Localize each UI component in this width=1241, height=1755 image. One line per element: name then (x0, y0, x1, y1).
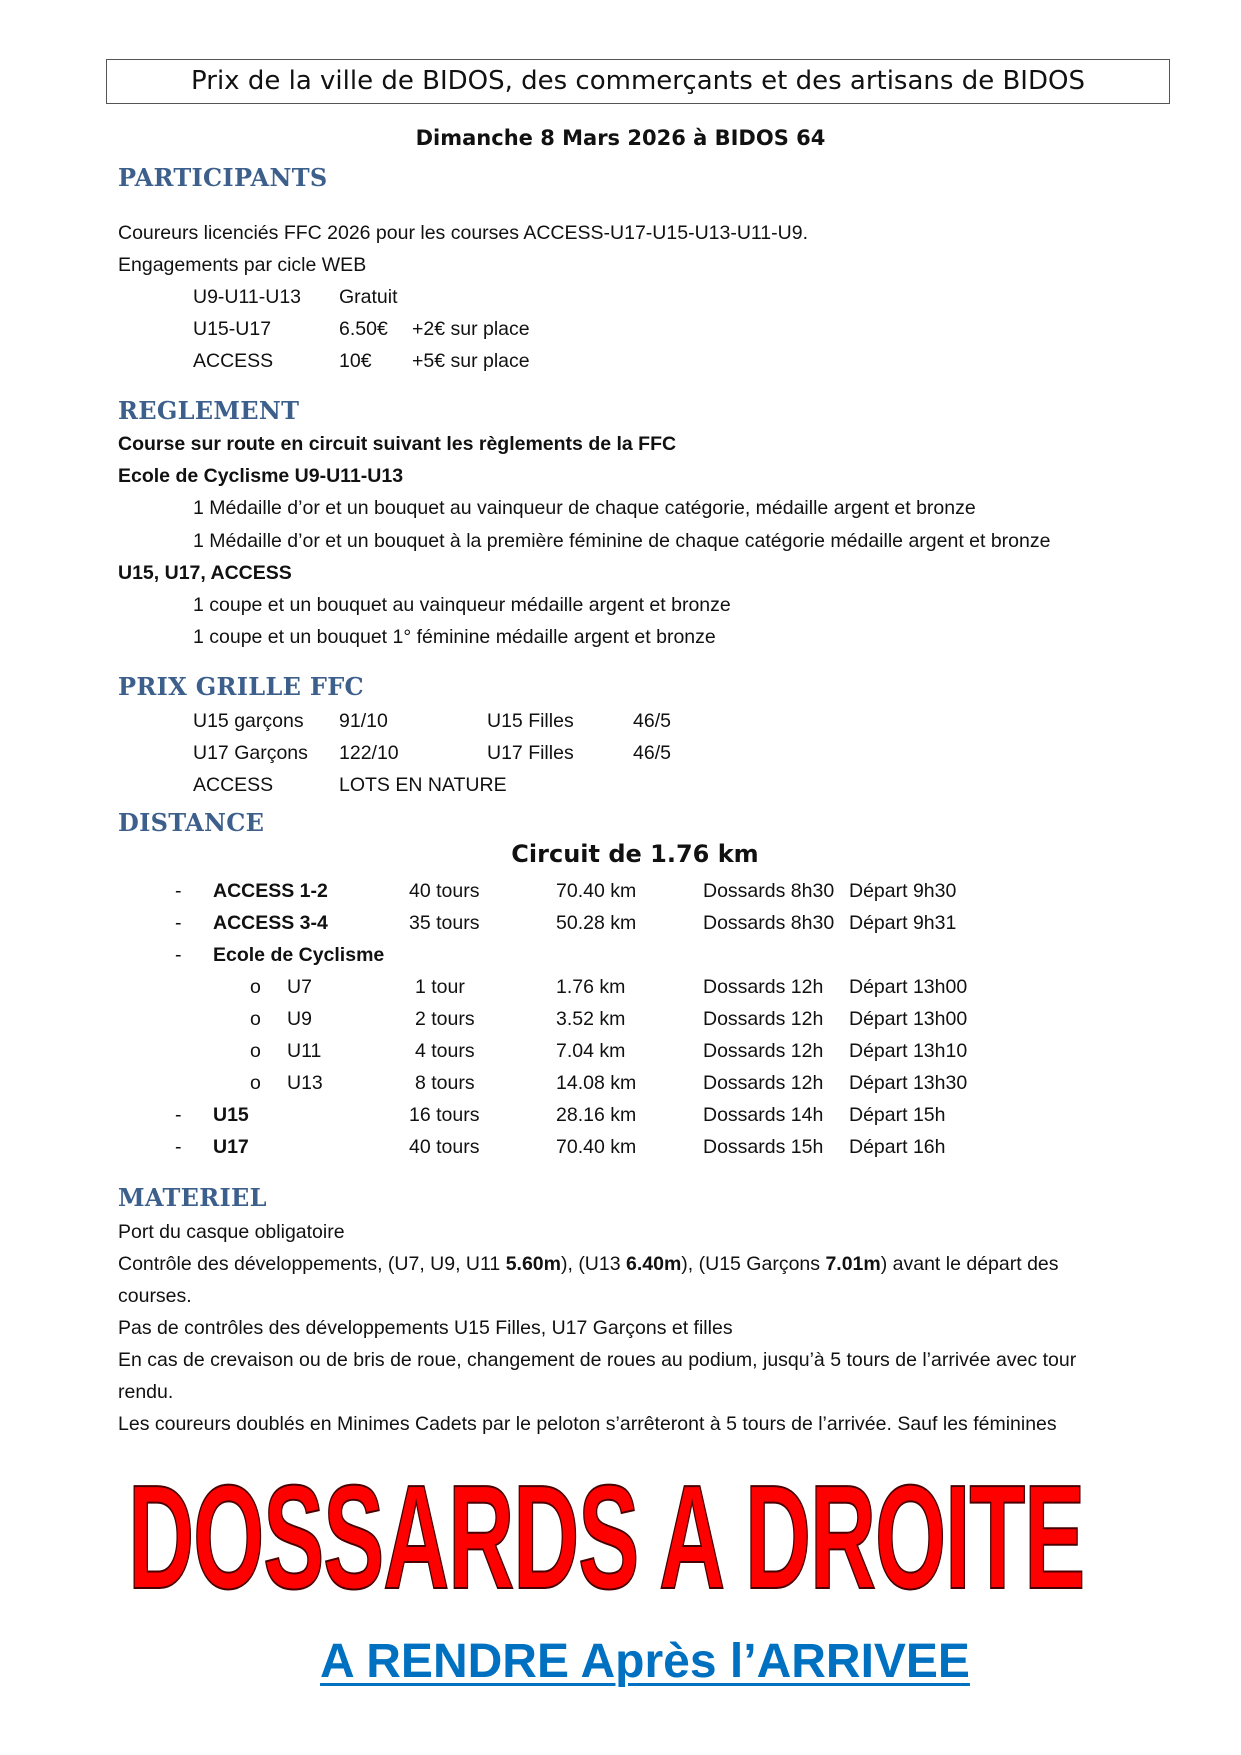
race-bib-time: Dossards 15h (703, 1136, 824, 1158)
ecole-title: Ecole de Cyclisme U9-U11-U13 (118, 465, 404, 487)
ecole-item: 1 Médaille d’or et un bouquet au vainqueur de chaque catégorie, médaille argent et bronze (193, 497, 976, 519)
prix-category: U15 Filles (487, 710, 574, 732)
text: ), (U15 Garçons (681, 1253, 826, 1275)
fee-category: U15-U17 (193, 318, 272, 340)
race-bib-time: Dossards 12h (703, 1072, 824, 1094)
text: ) avant le départ des (880, 1253, 1059, 1275)
prix-value: LOTS EN NATURE (339, 774, 507, 796)
bullet-icon: o (250, 1072, 261, 1094)
race-distance: 7.04 km (556, 1040, 626, 1062)
race-start-time: Départ 16h (849, 1136, 946, 1158)
fee-category: ACCESS (193, 350, 274, 372)
race-distance: 50.28 km (556, 912, 637, 934)
race-category: U11 (287, 1040, 322, 1062)
race-start-time: Départ 13h10 (849, 1040, 968, 1062)
race-bib-time: Dossards 12h (703, 1008, 824, 1030)
race-laps: 40 tours (409, 1136, 480, 1158)
prix-value: 91/10 (339, 710, 388, 732)
header-title-box (106, 59, 1170, 104)
u15-item: 1 coupe et un bouquet au vainqueur médaille argent et bronze (193, 594, 731, 616)
fee-price: 10€ (339, 350, 372, 372)
race-distance: 14.08 km (556, 1072, 637, 1094)
u15-item: 1 coupe et un bouquet 1° féminine médaille argent et bronze (193, 626, 716, 648)
race-start-time: Départ 13h00 (849, 1008, 968, 1030)
ecole-item: 1 Médaille d’or et un bouquet à la première féminine de chaque catégorie médaille argent et bronze (193, 530, 1051, 552)
section-title-materiel: MATERIEL (118, 1183, 267, 1212)
dash-icon: - (175, 1136, 182, 1158)
prix-category: U17 Garçons (193, 742, 308, 764)
fee-extra: +2€ sur place (412, 318, 530, 340)
race-distance: 3.52 km (556, 1008, 626, 1030)
participants-line-1: Coureurs licenciés FFC 2026 pour les courses ACCESS-U17-U15-U13-U11-U9. (118, 222, 808, 244)
dev-u15: 7.01m (825, 1253, 881, 1275)
race-category: U9 (287, 1008, 312, 1030)
materiel-line-5: Les coureurs doublés en Minimes Cadets par le peloton s’arrêteront à 5 tours de l’arrivée. Sauf les féminines (118, 1413, 1057, 1435)
section-title-prix: PRIX GRILLE FFC (118, 672, 364, 701)
race-distance: 70.40 km (556, 1136, 637, 1158)
materiel-line-2-cont: courses. (118, 1285, 192, 1307)
materiel-line-4-cont: rendu. (118, 1381, 174, 1403)
prix-category: ACCESS (193, 774, 274, 796)
text: ), (U13 (560, 1253, 626, 1275)
race-bib-time: Dossards 8h30 (703, 912, 835, 934)
materiel-line-3: Pas de contrôles des développements U15 Filles, U17 Garçons et filles (118, 1317, 733, 1339)
race-distance: 28.16 km (556, 1104, 637, 1126)
reglement-line-1: Course sur route en circuit suivant les règlements de la FFC (118, 433, 677, 455)
race-bib-time: Dossards 14h (703, 1104, 824, 1126)
race-start-time: Départ 9h30 (849, 880, 957, 902)
race-category: U15 (213, 1104, 249, 1126)
race-laps: 8 tours (415, 1072, 475, 1094)
dash-icon: - (175, 912, 182, 934)
race-category: ACCESS 3-4 (213, 912, 328, 934)
race-start-time: Départ 13h00 (849, 976, 968, 998)
materiel-line-2 (118, 1253, 1059, 1276)
section-title-participants: PARTICIPANTS (118, 163, 328, 192)
dash-icon: - (175, 880, 182, 902)
race-laps: 40 tours (409, 880, 480, 902)
race-category: ACCESS 1-2 (213, 880, 328, 902)
prix-category: U17 Filles (487, 742, 574, 764)
race-bib-time: Dossards 12h (703, 976, 824, 998)
race-category: Ecole de Cyclisme (213, 944, 385, 966)
section-title-reglement: REGLEMENT (118, 396, 300, 425)
fee-price: 6.50€ (339, 318, 388, 340)
dossards-banner: DOSSARDS A DROITE (128, 1455, 1085, 1620)
u15-title: U15, U17, ACCESS (118, 562, 292, 584)
materiel-line-1: Port du casque obligatoire (118, 1221, 345, 1243)
race-category: U17 (213, 1136, 249, 1158)
race-laps: 4 tours (415, 1040, 475, 1062)
text: Contrôle des développements, (U7, U9, U11 (118, 1253, 506, 1275)
race-laps: 2 tours (415, 1008, 475, 1030)
dash-icon: - (175, 944, 182, 966)
race-bib-time: Dossards 8h30 (703, 880, 835, 902)
race-laps: 1 tour (415, 976, 465, 998)
race-laps: 35 tours (409, 912, 480, 934)
event-date: Dimanche 8 Mars 2026 à BIDOS 64 (415, 126, 826, 150)
fee-category: U9-U11-U13 (193, 286, 302, 308)
prix-value: 46/5 (633, 742, 671, 764)
race-start-time: Départ 15h (849, 1104, 946, 1126)
rendre-banner: A RENDRE Après l’ARRIVEE (320, 1635, 970, 1688)
race-distance: 1.76 km (556, 976, 626, 998)
race-start-time: Départ 13h30 (849, 1072, 968, 1094)
bullet-icon: o (250, 976, 261, 998)
race-bib-time: Dossards 12h (703, 1040, 824, 1062)
prix-category: U15 garçons (193, 710, 304, 732)
dev-u13: 6.40m (626, 1253, 682, 1275)
circuit-title: Circuit de 1.76 km (511, 840, 759, 868)
bullet-icon: o (250, 1040, 261, 1062)
header-title: Prix de la ville de BIDOS, des commerçants et des artisans de BIDOS (191, 66, 1085, 96)
section-title-distance: DISTANCE (118, 808, 265, 837)
participants-line-2: Engagements par cicle WEB (118, 254, 367, 276)
fee-price: Gratuit (339, 286, 398, 308)
race-category: U13 (287, 1072, 323, 1094)
dev-u11: 5.60m (505, 1253, 561, 1275)
race-distance: 70.40 km (556, 880, 637, 902)
prix-value: 122/10 (339, 742, 399, 764)
bullet-icon: o (250, 1008, 261, 1030)
fee-extra: +5€ sur place (412, 350, 530, 372)
race-laps: 16 tours (409, 1104, 480, 1126)
prix-value: 46/5 (633, 710, 671, 732)
race-category: U7 (287, 976, 312, 998)
materiel-line-4: En cas de crevaison ou de bris de roue, changement de roues au podium, jusqu’à 5 tours de l’arrivée avec tour (118, 1349, 1077, 1371)
dash-icon: - (175, 1104, 182, 1126)
race-start-time: Départ 9h31 (849, 912, 957, 934)
